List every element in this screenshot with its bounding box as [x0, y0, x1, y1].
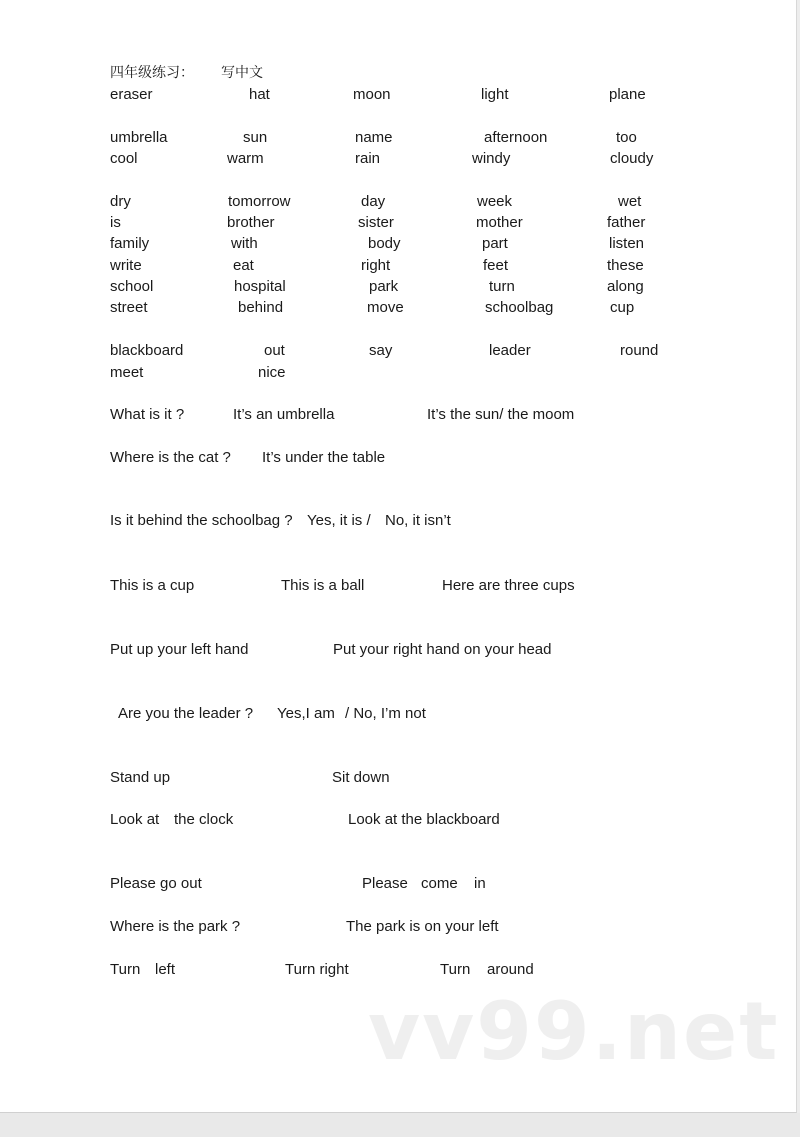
word: wet [618, 193, 642, 210]
phrase: Are you the leader ? [118, 705, 254, 722]
word: light [481, 86, 509, 103]
word: eraser [110, 86, 153, 103]
word: sister [358, 214, 394, 231]
word: too [616, 129, 637, 146]
word: leader [489, 342, 531, 359]
word: day [361, 193, 386, 210]
word: turn [489, 278, 515, 295]
phrase: It’s under the table [262, 449, 386, 466]
word: school [110, 278, 154, 295]
word: brother [227, 214, 275, 231]
word: family [110, 235, 150, 252]
phrase: Stand up [110, 769, 171, 786]
phrase: in [474, 875, 486, 892]
word: body [368, 235, 401, 252]
word: with [231, 235, 258, 252]
phrase: Turn [440, 961, 471, 978]
word: feet [483, 257, 509, 274]
word: rain [355, 150, 381, 167]
phrase: / No, I’m not [345, 705, 426, 722]
word: along [607, 278, 644, 295]
word: father [607, 214, 646, 231]
word: mother [476, 214, 523, 231]
word: windy [472, 150, 511, 167]
phrase: Sit down [332, 769, 390, 786]
phrase: Where is the cat ? [110, 449, 231, 466]
word: these [607, 257, 644, 274]
phrase: It’s the sun/ the moom [427, 406, 575, 423]
word: week [477, 193, 513, 210]
word: umbrella [110, 129, 168, 146]
word: street [110, 299, 148, 316]
phrase: left [155, 961, 176, 978]
phrase: What is it ? [110, 406, 185, 423]
phrase: Yes, it is / [307, 512, 371, 529]
word: cool [110, 150, 138, 167]
phrase: come [421, 875, 458, 892]
phrase: Is it behind the schoolbag ? [110, 512, 293, 529]
phrase: Look at [110, 811, 160, 828]
phrase: Yes,I am [277, 705, 335, 722]
phrase: Put up your left hand [110, 641, 249, 658]
worksheet-title: 四年级练习： [110, 65, 194, 81]
word: afternoon [484, 129, 548, 146]
word: eat [233, 257, 254, 274]
phrase: Please go out [110, 875, 202, 892]
word: round [620, 342, 659, 359]
word: part [482, 235, 508, 252]
phrase: the clock [174, 811, 234, 828]
phrase: Put your right hand on your head [333, 641, 552, 658]
word: behind [238, 299, 284, 316]
phrase: Here are three cups [442, 577, 575, 594]
watermark: vv99.net [368, 985, 780, 1078]
word: name [355, 129, 393, 146]
word: move [367, 299, 404, 316]
worksheet-subtitle: 写中文 [221, 65, 263, 81]
word: dry [110, 193, 131, 210]
phrase: Look at the blackboard [348, 811, 500, 828]
phrase: No, it isn’t [385, 512, 451, 529]
phrase: The park is on your left [346, 918, 499, 935]
word: out [264, 342, 285, 359]
word: listen [609, 235, 645, 252]
word: cup [610, 299, 635, 316]
phrase: around [487, 961, 534, 978]
phrase: Turn [110, 961, 141, 978]
word: park [369, 278, 399, 295]
word: hospital [234, 278, 286, 295]
word: write [110, 257, 142, 274]
phrase: Where is the park ? [110, 918, 241, 935]
phrase: This is a cup [110, 577, 195, 594]
word: is [110, 214, 121, 231]
word: meet [110, 364, 144, 381]
word: moon [353, 86, 391, 103]
word: schoolbag [485, 299, 554, 316]
word: warm [227, 150, 264, 167]
word: hat [249, 86, 270, 103]
word: nice [258, 364, 286, 381]
word: blackboard [110, 342, 184, 359]
page-gap [0, 1113, 800, 1137]
phrase: Turn right [285, 961, 349, 978]
phrase: It’s an umbrella [233, 406, 335, 423]
word: cloudy [610, 150, 654, 167]
word: sun [243, 129, 268, 146]
word: right [361, 257, 391, 274]
word: plane [609, 86, 646, 103]
phrase: Please [362, 875, 408, 892]
word: tomorrow [228, 193, 291, 210]
word: say [369, 342, 393, 359]
phrase: This is a ball [281, 577, 365, 594]
